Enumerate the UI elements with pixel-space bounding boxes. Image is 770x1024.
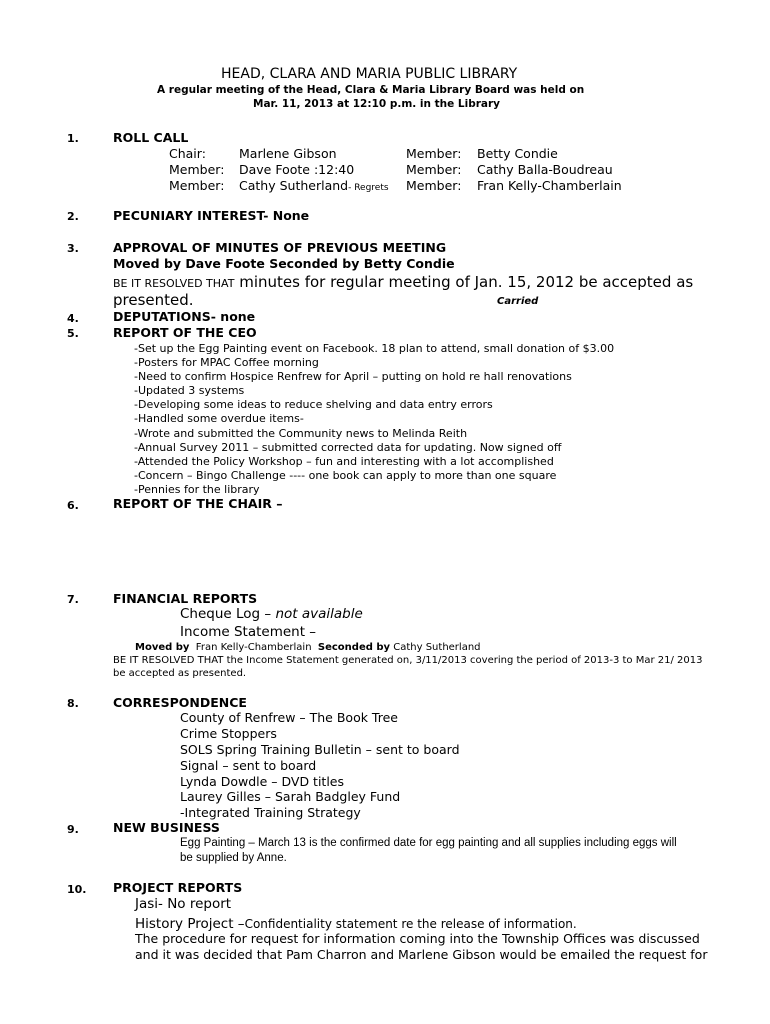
correspondence-item: Laurey Gilles – Sarah Badgley Fund <box>180 789 401 804</box>
roll-name: Marlene Gibson <box>239 146 337 161</box>
ceo-item: -Set up the Egg Painting event on Facebook. 18 plan to attend, small donation of $3.00 <box>134 342 615 355</box>
section-number: 6. <box>67 499 79 512</box>
section-heading-financial: FINANCIAL REPORTS <box>113 591 258 606</box>
history-project-line <box>135 915 577 932</box>
subtitle-line-1: A regular meeting of the Head, Clara & Maria Library Board was held on <box>157 84 585 96</box>
cheque-log <box>180 608 363 622</box>
section-heading-deputations: DEPUTATIONS- none <box>113 309 256 324</box>
jasi-report: Jasi- No report <box>135 896 232 912</box>
history-project-label: History Project – <box>135 916 245 932</box>
resolved-prefix: BE IT RESOLVED THAT <box>113 277 235 290</box>
correspondence-item: County of Renfrew – The Book Tree <box>180 710 398 725</box>
financial-moved-line <box>135 643 481 653</box>
section-number: 10. <box>67 883 87 896</box>
regrets-note: - Regrets <box>348 183 389 193</box>
resolved-text: minutes for regular meeting of Jan. 15, 2012 be accepted as <box>234 273 694 291</box>
financial-resolution-line-1: BE IT RESOLVED THAT the Income Statement generated on, 3/11/2013 covering the period of 2013-3 to Mar 21/ 2013 <box>113 655 703 666</box>
ceo-item: -Concern – Bingo Challenge ---- one book can apply to more than one square <box>134 469 557 482</box>
ceo-item: -Annual Survey 2011 – submitted corrected data for updating. Now signed off <box>134 441 562 454</box>
section-number: 4. <box>67 312 79 325</box>
seconded-name: Cathy Sutherland <box>390 642 481 653</box>
roll-role: Member: <box>406 146 462 161</box>
correspondence-item: Signal – sent to board <box>180 758 317 773</box>
roll-name: Betty Condie <box>477 146 558 161</box>
ceo-item: -Handled some overdue items- <box>134 412 304 425</box>
new-business-line-2: be supplied by Anne. <box>180 852 287 864</box>
section-heading-ceo: REPORT OF THE CEO <box>113 325 257 340</box>
ceo-item: -Pennies for the library <box>134 483 260 496</box>
section-number: 9. <box>67 823 79 836</box>
correspondence-item: -Integrated Training Strategy <box>180 805 361 820</box>
document-title: HEAD, CLARA AND MARIA PUBLIC LIBRARY <box>221 66 518 82</box>
roll-name: Cathy Balla-Boudreau <box>477 162 613 177</box>
resolution-line-2: presented. <box>113 291 194 309</box>
seconded-label: Seconded by <box>317 642 391 653</box>
moved-name: Fran Kelly-Chamberlain <box>189 642 318 653</box>
carried-label: Carried <box>497 296 539 307</box>
section-heading-correspondence: CORRESPONDENCE <box>113 695 247 710</box>
correspondence-item: Lynda Dowdle – DVD titles <box>180 774 345 789</box>
roll-name <box>239 180 389 193</box>
resolution-line-1 <box>113 274 693 290</box>
roll-name: Dave Foote :12:40 <box>239 162 355 177</box>
roll-name-text: Cathy Sutherland <box>239 178 349 193</box>
ceo-item: -Attended the Policy Workshop – fun and interesting with a lot accomplished <box>134 455 554 468</box>
roll-role: Member: <box>406 162 462 177</box>
section-number: 5. <box>67 327 79 340</box>
roll-role: Member: <box>169 162 225 177</box>
ceo-item: -Updated 3 systems <box>134 384 245 397</box>
moved-seconded: Moved by Dave Foote Seconded by Betty Condie <box>113 256 455 271</box>
ceo-item: -Posters for MPAC Coffee morning <box>134 356 319 369</box>
section-heading-roll-call: ROLL CALL <box>113 130 189 145</box>
financial-resolution-line-2: be accepted as presented. <box>113 668 247 679</box>
ceo-item: -Wrote and submitted the Community news to Melinda Reith <box>134 427 468 440</box>
project-line-3: The procedure for request for information coming into the Township Offices was discussed <box>135 931 700 946</box>
section-heading-new-business: NEW BUSINESS <box>113 820 220 835</box>
cheque-log-status: not available <box>275 606 363 622</box>
correspondence-item: Crime Stoppers <box>180 726 277 741</box>
section-heading-approval: APPROVAL OF MINUTES OF PREVIOUS MEETING <box>113 240 447 255</box>
section-number: 3. <box>67 242 79 255</box>
new-business-line-1: Egg Painting – March 13 is the confirmed date for egg painting and all supplies including eggs will <box>180 837 677 849</box>
roll-name: Fran Kelly-Chamberlain <box>477 178 622 193</box>
ceo-item: -Developing some ideas to reduce shelving and data entry errors <box>134 398 493 411</box>
section-heading-chair: REPORT OF THE CHAIR – <box>113 496 283 511</box>
correspondence-item: SOLS Spring Training Bulletin – sent to board <box>180 742 460 757</box>
section-number: 1. <box>67 132 79 145</box>
project-line-4: and it was decided that Pam Charron and Marlene Gibson would be emailed the request for <box>135 947 708 962</box>
ceo-item: -Need to confirm Hospice Renfrew for April – putting on hold re hall renovations <box>134 370 572 383</box>
section-number: 2. <box>67 210 79 223</box>
history-project-text: Confidentiality statement re the release of information. <box>244 917 577 931</box>
cheque-log-label: Cheque Log – <box>180 606 276 622</box>
section-number: 7. <box>67 593 79 606</box>
section-heading-project-reports: PROJECT REPORTS <box>113 880 243 895</box>
income-statement: Income Statement – <box>180 624 317 640</box>
section-heading-pecuniary: PECUNIARY INTEREST- None <box>113 208 310 223</box>
roll-role: Member: <box>169 178 225 193</box>
moved-label: Moved by <box>135 642 190 653</box>
subtitle-line-2: Mar. 11, 2013 at 12:10 p.m. in the Library <box>253 98 501 110</box>
roll-role: Chair: <box>169 146 206 161</box>
roll-role: Member: <box>406 178 462 193</box>
section-number: 8. <box>67 697 79 710</box>
